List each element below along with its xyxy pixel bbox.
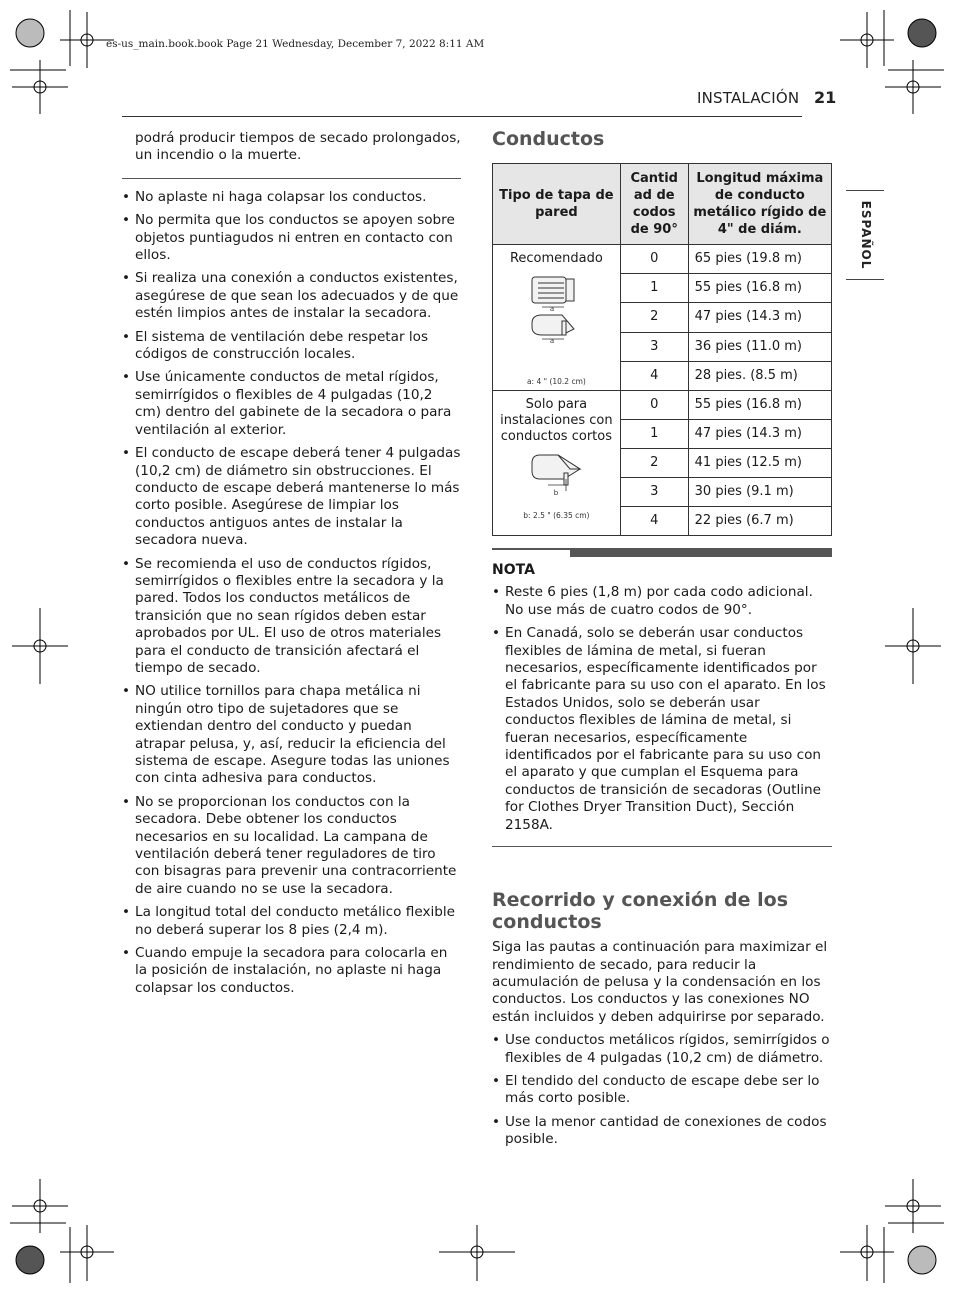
elbows-cell: 0 (620, 245, 688, 274)
list-item: • No permita que los conductos se apoyen sobre objetos puntiagudos ni entren en contacto con ellos. (122, 212, 461, 264)
list-item: • Cuando empuje la secadora para colocarla en la posición de instalación, no aplaste ni haga colapsar los conductos. (122, 945, 461, 997)
list-item: • Reste 6 pies (1,8 m) por cada codo adicional. No use más de cuatro codos de 90°. (492, 584, 832, 619)
language-tab (846, 190, 884, 280)
length-cell: 55 pies (16.8 m) (688, 274, 831, 303)
column-header-max-length: Longitud máxima de conducto metálico rígido de 4" de diám. (688, 164, 831, 245)
length-cell: 36 pies (11.0 m) (688, 332, 831, 361)
divider (492, 846, 832, 847)
wall-cap-recommended-cell (493, 245, 621, 391)
print-metadata: es-us_main.book.book Page 21 Wednesday, December 7, 2022 8:11 AM (106, 38, 485, 50)
figure-caption: a: 4 " (10.2 cm) (526, 377, 586, 386)
list-item: • Se recomienda el uso de conductos rígidos, semirrígidos o flexibles entre la secadora y la pared. Todos los conductos metálicos de transición que no sean rígidos deben estar aprobados por UL. El uso de otros materiales para el conducto de transición afectará el tiempo de secado. (122, 556, 461, 678)
left-column (122, 130, 461, 1003)
recorrido-intro: Siga las pautas a continuación para maximizar el rendimiento de secado, para reducir la acumulación de pelusa y la condensación en los conductos. Los conductos y las conexiones NO están incluidos y deben adquirirse por separado. (492, 939, 828, 1025)
divider (122, 178, 461, 179)
figure-label-a: a (550, 337, 555, 345)
list-item: • Use la menor cantidad de conexiones de codos posible. (492, 1114, 832, 1149)
column-header-elbows: Cantid ad de codos de 90° (620, 164, 688, 245)
list-item: • El sistema de ventilación debe respetar los códigos de construcción locales. (122, 329, 461, 364)
figure-label-a: a (550, 305, 555, 313)
table-row (493, 245, 832, 274)
language-tab-label: ESPAÑOL (859, 200, 873, 270)
elbows-cell: 0 (620, 391, 688, 420)
list-item: • En Canadá, solo se deberán usar conductos flexibles de lámina de metal, si fueran necesarios, específicamente identificados por el fabricante para su uso con el aparato. En los Estados Unidos, solo se deberán usar conductos flexibles de lámina de metal, si fueran necesarios, específicamente identificados por el fabricante para su uso con el aparato y que cumplan el Esquema para conductos de transición de secadoras (Outline for Clothes Dryer Transition Duct), Sección 2158A. (492, 625, 832, 834)
list-item: • Use únicamente conductos de metal rígidos, semirrígidos o flexibles de 4 pulgadas (10,2 cm) dentro del gabinete de la secadora o para ventilación al exterior. (122, 369, 461, 439)
list-item: • NO utilice tornillos para chapa metálica ni ningún otro tipo de sujetadores que se extiendan dentro del conducto y puedan atrapar pelusa, y, así, reducir la eficiencia del sistema de escape. Asegure todas las uniones con cinta adhesiva para conductos. (122, 683, 461, 787)
list-item: • Si realiza una conexión a conductos existentes, asegúrese de que sean los adecuados y de que estén limpios antes de instalar la secadora. (122, 270, 461, 322)
length-cell: 47 pies (14.3 m) (688, 303, 831, 332)
ducting-bullet-list (122, 189, 461, 997)
conductos-heading: Conductos (492, 128, 605, 150)
list-item: • La longitud total del conducto metálico flexible no deberá superar los 8 pies (2,4 m). (122, 904, 461, 939)
list-item: • No aplaste ni haga colapsar los conductos. (122, 189, 461, 206)
recorrido-section (492, 889, 832, 1148)
warning-tail-text: podrá producir tiempos de secado prolongados, un incendio o la muerte. (135, 130, 461, 164)
list-item: • El conducto de escape deberá tener 4 pulgadas (10,2 cm) de diámetro sin obstrucciones. El conducto de escape deberá mantenerse lo más corto posible. Asegúrese de limpiar los conductos antiguos antes de instalar la secadora nueva. (122, 445, 461, 549)
right-column (492, 128, 832, 1155)
elbows-cell: 3 (620, 478, 688, 507)
length-cell: 47 pies (14.3 m) (688, 420, 831, 449)
elbows-cell: 4 (620, 507, 688, 536)
louvered-vent-hood-icon (518, 271, 594, 367)
length-cell: 41 pies (12.5 m) (688, 449, 831, 478)
list-item: • El tendido del conducto de escape debe ser lo más corto posible. (492, 1073, 832, 1108)
header-rule (122, 116, 802, 117)
table-header-row (493, 164, 832, 245)
wall-cap-type-label: Solo para instalaciones con conductos cortos (500, 397, 613, 444)
length-cell: 55 pies (16.8 m) (688, 391, 831, 420)
wall-cap-type-label: Recomendado (509, 251, 603, 266)
wall-cap-short-runs-cell (493, 391, 621, 536)
elbows-cell: 1 (620, 274, 688, 303)
length-cell: 65 pies (19.8 m) (688, 245, 831, 274)
elbows-cell: 4 (620, 361, 688, 390)
angled-vent-hood-icon (518, 449, 594, 501)
recorrido-bullet-list (492, 1032, 832, 1148)
length-cell: 22 pies (6.7 m) (688, 507, 831, 536)
table-row (493, 391, 832, 420)
note-bar (492, 548, 832, 557)
note-bullet-list (492, 584, 832, 834)
elbows-cell: 2 (620, 303, 688, 332)
elbows-cell: 3 (620, 332, 688, 361)
page-number: 21 (814, 88, 837, 107)
elbows-cell: 2 (620, 449, 688, 478)
figure-label-b: b (554, 489, 559, 497)
length-cell: 30 pies (9.1 m) (688, 478, 831, 507)
section-title: INSTALACIÓN (697, 89, 800, 107)
column-header-wall-cap: Tipo de tapa de pared (493, 164, 621, 245)
elbows-cell: 1 (620, 420, 688, 449)
recorrido-heading: Recorrido y conexión de los conductos (492, 889, 789, 934)
duct-length-table (492, 163, 832, 536)
note-title: NOTA (492, 562, 535, 578)
length-cell: 28 pies. (8.5 m) (688, 361, 831, 390)
list-item: • No se proporcionan los conductos con la secadora. Debe obtener los conductos necesarios en su localidad. La campana de ventilación deberá tener reguladores de tiro con bisagras para prevenir una contracorriente de aire cuando no se use la secadora. (122, 794, 461, 898)
figure-caption: b: 2.5 " (6.35 cm) (523, 511, 590, 520)
list-item: • Use conductos metálicos rígidos, semirrígidos o flexibles de 4 pulgadas (10,2 cm) de diámetro. (492, 1032, 832, 1067)
